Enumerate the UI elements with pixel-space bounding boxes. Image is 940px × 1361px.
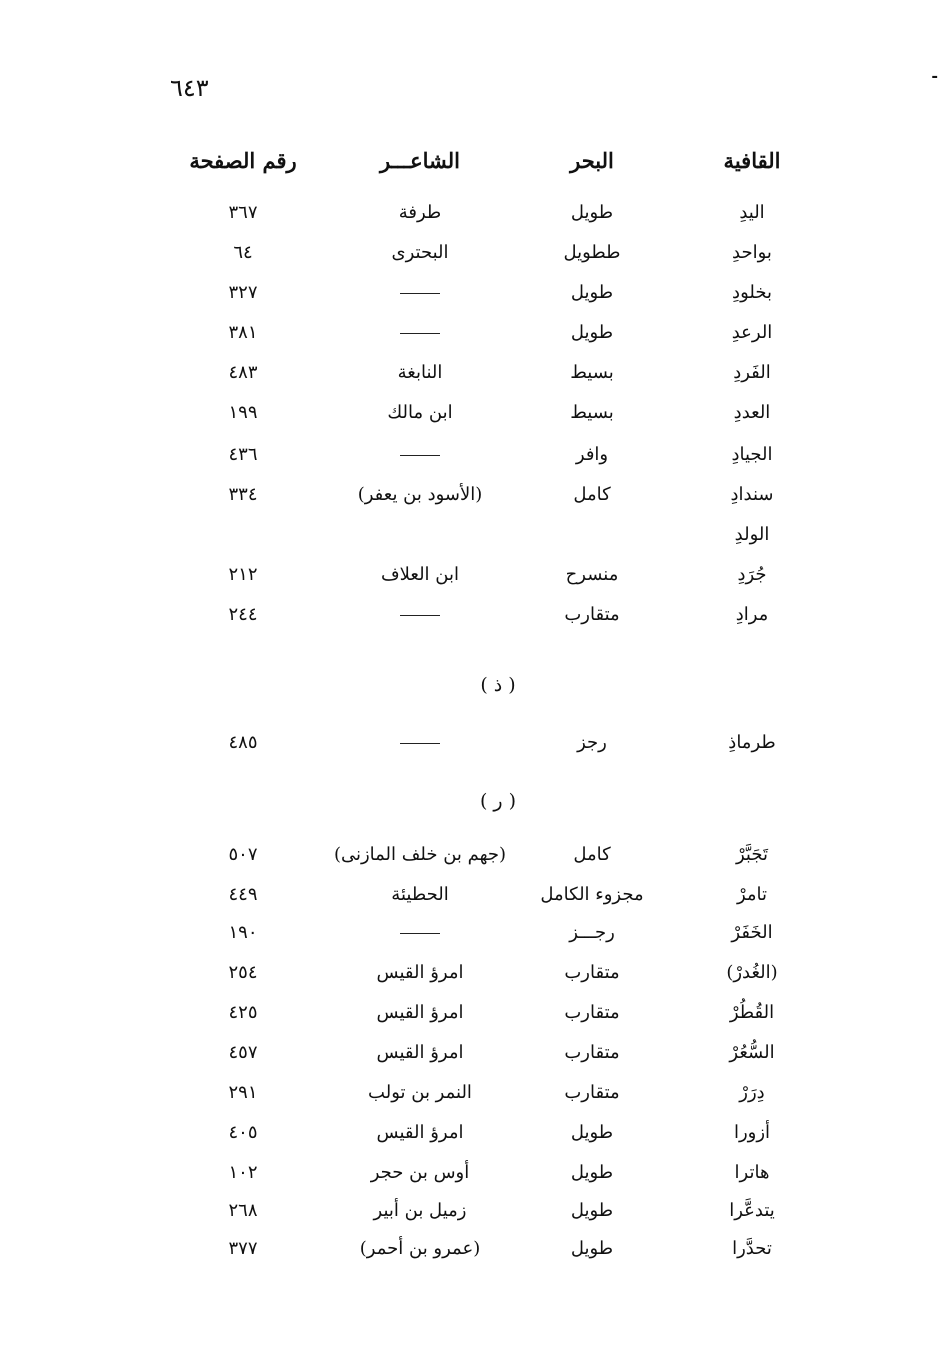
cell-page: ٤٢٥ [228, 1002, 258, 1023]
table-row [0, 918, 940, 952]
table-row [0, 520, 940, 554]
header-bahr: البحر [570, 148, 614, 173]
cell-shaer: أوس بن حجر [370, 1162, 470, 1183]
cell-bahr: كامل [573, 844, 611, 865]
table-row [0, 1158, 940, 1192]
cell-bahr: منسرح [565, 564, 619, 585]
cell-page: ٢٦٨ [228, 1200, 258, 1221]
cell-bahr: طويل [570, 322, 614, 343]
cell-bahr: طويل [570, 1122, 614, 1143]
table-row [0, 398, 940, 432]
cell-qafiya: العددِ [733, 402, 771, 423]
cell-qafiya: مرادِ [735, 604, 769, 625]
table-row [0, 278, 940, 312]
section-heading [0, 790, 940, 812]
cell-shaer [400, 440, 440, 470]
table-row [0, 728, 940, 762]
cell-qafiya: أزورا [733, 1122, 771, 1143]
cell-qafiya: الخَفَرْ [731, 922, 773, 943]
table-row [0, 480, 940, 514]
cell-qafiya: السُّعُرْ [729, 1042, 775, 1063]
table-row [0, 958, 940, 992]
table-header [0, 146, 940, 180]
header-qafiya: القافية [723, 148, 781, 173]
table-row [0, 198, 940, 232]
cell-shaer: البحترى [391, 242, 449, 263]
cell-bahr: متقارب [564, 1042, 620, 1063]
cell-shaer [400, 278, 440, 308]
cell-shaer: ابن مالك [387, 402, 453, 423]
cell-bahr: كامل [573, 484, 611, 505]
cell-page: ١٩٩ [228, 402, 258, 423]
cell-bahr: طويل [570, 1200, 614, 1221]
cell-qafiya: اليدِ [739, 202, 765, 223]
cell-qafiya: تحدَّرا [732, 1238, 772, 1259]
cell-qafiya: الجيادِ [731, 444, 773, 465]
cell-page: ٥٠٧ [228, 844, 258, 865]
table-row [0, 1118, 940, 1152]
table-row [0, 880, 940, 914]
cell-bahr: وافر [575, 444, 609, 465]
cell-bahr: طويل [570, 1238, 614, 1259]
cell-shaer: امرؤ القيس [376, 962, 464, 983]
table-row [0, 358, 940, 392]
dash-placeholder [400, 615, 440, 616]
table-row [0, 998, 940, 1032]
cell-bahr: طويل [570, 282, 614, 303]
cell-bahr: رجـــز [569, 922, 615, 943]
cell-page: ٣٧٧ [228, 1238, 258, 1259]
cell-shaer: الحطيئة [391, 884, 449, 905]
cell-qafiya: دِرَرْ [739, 1082, 765, 1103]
cell-page: ١٩٠ [228, 922, 258, 943]
cell-shaer: (عمرو بن أحمر) [359, 1238, 481, 1259]
cell-bahr: متقارب [564, 604, 620, 625]
section-heading [0, 674, 940, 696]
cell-shaer: (جهم بن خلف المازنى) [333, 844, 507, 865]
corner-mark: - [931, 66, 938, 85]
cell-page: ٢٥٤ [228, 962, 258, 983]
cell-page: ٢٤٤ [228, 604, 258, 625]
section-heading-label: ( ذ ) [480, 674, 516, 696]
table-row [0, 1038, 940, 1072]
cell-page: ٤٠٥ [228, 1122, 258, 1143]
cell-bahr: طويل [570, 202, 614, 223]
cell-bahr: متقارب [564, 962, 620, 983]
cell-bahr: متقارب [564, 1082, 620, 1103]
cell-shaer: امرؤ القيس [376, 1042, 464, 1063]
cell-bahr: طويل [570, 1162, 614, 1183]
page-number: ٦٤٣ [170, 74, 209, 102]
table-row [0, 238, 940, 272]
cell-qafiya: تَجَبَّرْ [736, 844, 768, 865]
cell-qafiya: بواحدِ [732, 242, 772, 263]
cell-bahr: مجزوء الكامل [540, 884, 644, 905]
section-heading-label: ( ر ) [479, 790, 517, 812]
cell-page: ٦٤ [233, 242, 253, 263]
cell-shaer [400, 600, 440, 630]
dash-placeholder [400, 333, 440, 334]
dash-placeholder [400, 293, 440, 294]
cell-page: ٣٣٤ [228, 484, 258, 505]
cell-shaer: النمر بن تولب [368, 1082, 472, 1103]
cell-page: ٤٥٧ [228, 1042, 258, 1063]
cell-qafiya: يتدعَّرا [729, 1200, 775, 1221]
cell-qafiya: سندادِ [730, 484, 774, 505]
dash-placeholder [400, 743, 440, 744]
cell-page: ٢١٢ [228, 564, 258, 585]
cell-page: ٢٩١ [228, 1082, 258, 1103]
cell-qafiya: الفَردِ [733, 362, 771, 383]
cell-qafiya: القُطُرْ [729, 1002, 775, 1023]
table-row [0, 318, 940, 352]
cell-shaer: زميل بن أبير [373, 1200, 467, 1221]
cell-page: ٣٦٧ [228, 202, 258, 223]
table-row [0, 1078, 940, 1112]
table-row [0, 560, 940, 594]
dash-placeholder [400, 455, 440, 456]
header-shaer: الشاعـــر [380, 148, 460, 173]
dash-placeholder [400, 933, 440, 934]
cell-shaer [400, 728, 440, 758]
table-row [0, 840, 940, 874]
cell-page: ١٠٢ [228, 1162, 258, 1183]
cell-page: ٤٣٦ [228, 444, 258, 465]
cell-qafiya: طرماذِ [728, 732, 776, 753]
table-row [0, 440, 940, 474]
cell-qafiya: بخلودِ [732, 282, 772, 303]
cell-shaer: (الأسود بن يعفر) [357, 484, 483, 505]
cell-page: ٤٨٥ [228, 732, 258, 753]
cell-shaer [400, 918, 440, 948]
cell-qafiya: هاترا [734, 1162, 770, 1183]
cell-page: ٣٨١ [228, 322, 258, 343]
cell-shaer [400, 318, 440, 348]
header-page: رقم الصفحة [189, 148, 297, 173]
cell-shaer: طرفة [398, 202, 442, 223]
cell-qafiya: الرعدِ [731, 322, 773, 343]
cell-page: ٤٤٩ [228, 884, 258, 905]
cell-bahr: بسيط [570, 362, 614, 383]
cell-shaer: ابن العلاف [380, 564, 460, 585]
cell-bahr: ططويل [563, 242, 621, 263]
cell-bahr: بسيط [570, 402, 614, 423]
cell-shaer: امرؤ القيس [376, 1002, 464, 1023]
cell-bahr: متقارب [564, 1002, 620, 1023]
cell-qafiya: جُرَدِ [737, 564, 767, 585]
cell-shaer: النابغة [397, 362, 443, 383]
table-row [0, 1196, 940, 1230]
cell-qafiya: الولدِ [734, 524, 770, 545]
cell-page: ٣٢٧ [228, 282, 258, 303]
cell-qafiya: تامرْ [736, 884, 768, 905]
cell-qafiya: (الغُدرْ) [726, 962, 778, 983]
cell-shaer: امرؤ القيس [376, 1122, 464, 1143]
table-row [0, 600, 940, 634]
cell-bahr: رجز [577, 732, 607, 753]
table-row [0, 1234, 940, 1268]
cell-page: ٤٨٣ [228, 362, 258, 383]
